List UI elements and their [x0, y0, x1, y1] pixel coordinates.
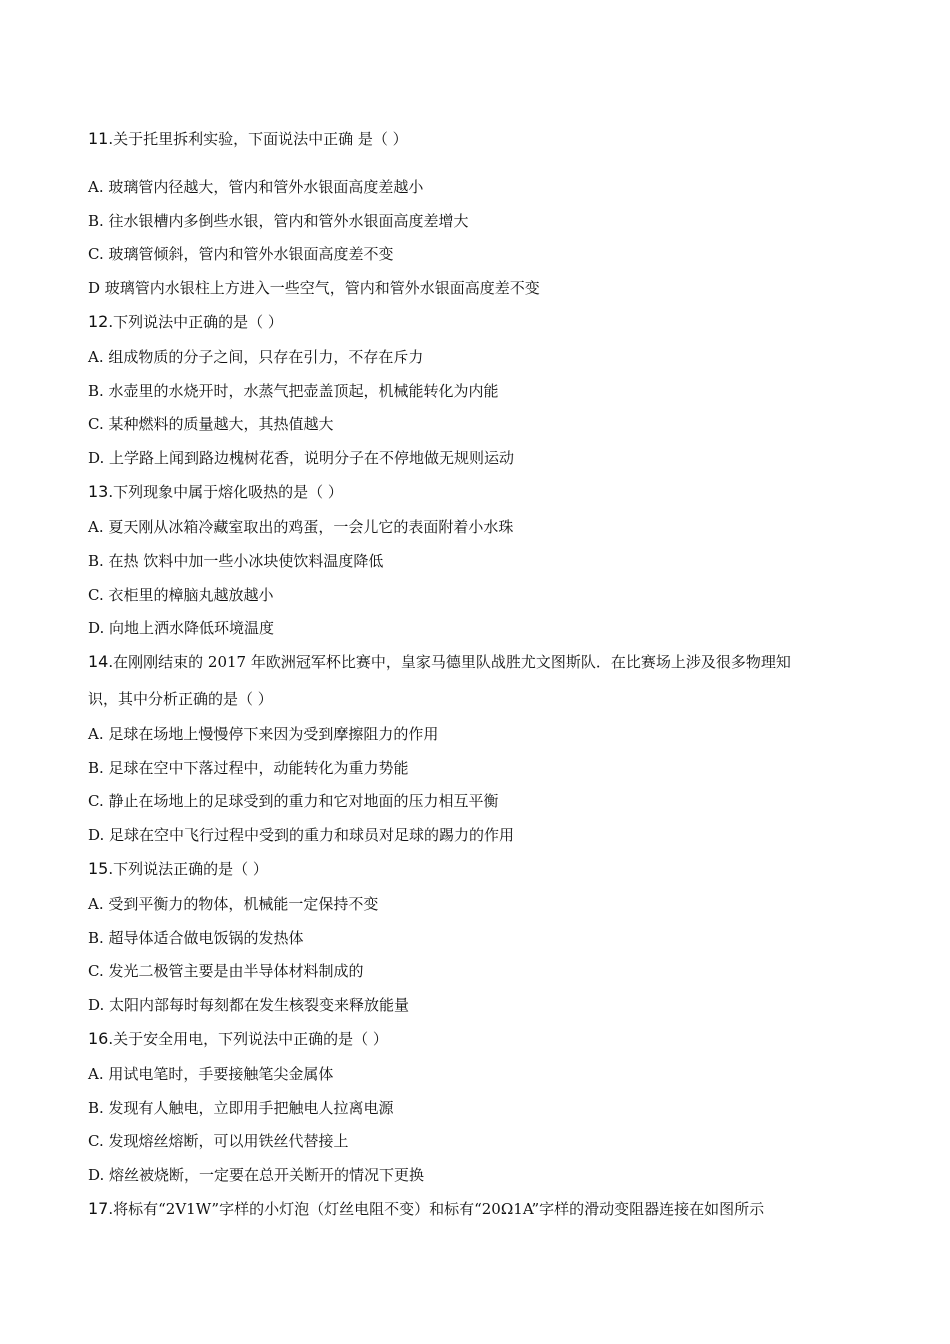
question-text: .下列说法正确的是（ ） [108, 860, 268, 878]
question-13-option-c: C. 衣柜里的樟脑丸越放越小 [88, 586, 274, 604]
question-text: .下列现象中属于熔化吸热的是（ ） [108, 483, 343, 501]
question-16-stem [88, 1029, 388, 1049]
question-11-option-c: C. 玻璃管倾斜，管内和管外水银面高度差不变 [88, 245, 394, 263]
question-17-stem [88, 1199, 764, 1219]
question-11-stem [88, 129, 408, 149]
question-number: 14 [88, 652, 109, 671]
question-11-option-d: D 玻璃管内水银柱上方进入一些空气，管内和管外水银面高度差不变 [88, 279, 540, 297]
question-12-option-c: C. 某种燃料的质量越大，其热值越大 [88, 415, 334, 433]
question-16-option-d: D. 熔丝被烧断，一定要在总开关断开的情况下更换 [88, 1166, 425, 1184]
question-12-option-b: B. 水壶里的水烧开时，水蒸气把壶盖顶起，机械能转化为内能 [88, 382, 499, 400]
question-14-stem-continued: 识，其中分析正确的是（ ） [88, 690, 273, 708]
question-13-option-a: A. 夏天刚从冰箱冷藏室取出的鸡蛋，一会儿它的表面附着小水珠 [88, 518, 514, 536]
question-text: .关于安全用电，下列说法中正确的是（ ） [108, 1030, 388, 1048]
question-14-option-c: C. 静止在场地上的足球受到的重力和它对地面的压力相互平衡 [88, 792, 499, 810]
question-13-option-b: B. 在热 饮料中加一些小冰块使饮料温度降低 [88, 552, 384, 570]
question-12-stem [88, 312, 283, 332]
question-text: .将标有“2V1W”字样的小灯泡（灯丝电阻不变）和标有“20Ω1A”字样的滑动变阻器连接在如图所示 [108, 1200, 765, 1218]
question-number: 16 [88, 1029, 109, 1048]
question-13-option-d: D. 向地上洒水降低环境温度 [88, 619, 275, 637]
question-16-option-b: B. 发现有人触电，立即用手把触电人拉离电源 [88, 1099, 394, 1117]
question-14-option-b: B. 足球在空中下落过程中，动能转化为重力势能 [88, 759, 409, 777]
question-number: 11 [88, 129, 109, 148]
question-number: 13 [88, 482, 109, 501]
question-text: .在刚刚结束的 2017 年欧洲冠军杯比赛中，皇家马德里队战胜尤文图斯队．在比赛场上涉及很多物理知 [108, 653, 791, 671]
question-16-option-a: A. 用试电笔时，手要接触笔尖金属体 [88, 1065, 334, 1083]
question-16-option-c: C. 发现熔丝熔断，可以用铁丝代替接上 [88, 1132, 349, 1150]
question-12-option-d: D. 上学路上闻到路边槐树花香，说明分子在不停地做无规则运动 [88, 449, 515, 467]
question-14-stem [88, 652, 791, 672]
question-15-option-b: B. 超导体适合做电饭锅的发热体 [88, 929, 304, 947]
question-12-option-a: A. 组成物质的分子之间，只存在引力，不存在斥力 [88, 348, 424, 366]
question-15-stem [88, 859, 268, 879]
question-11-option-a: A. 玻璃管内径越大，管内和管外水银面高度差越小 [88, 178, 424, 196]
question-13-stem [88, 482, 343, 502]
question-11-option-b: B. 往水银槽内多倒些水银，管内和管外水银面高度差增大 [88, 212, 469, 230]
question-number: 12 [88, 312, 109, 331]
question-15-option-c: C. 发光二极管主要是由半导体材料制成的 [88, 962, 364, 980]
question-14-option-d: D. 足球在空中飞行过程中受到的重力和球员对足球的踢力的作用 [88, 826, 515, 844]
question-14-option-a: A. 足球在场地上慢慢停下来因为受到摩擦阻力的作用 [88, 725, 439, 743]
question-number: 17 [88, 1199, 109, 1218]
question-15-option-a: A. 受到平衡力的物体，机械能一定保持不变 [88, 895, 379, 913]
question-15-option-d: D. 太阳内部每时每刻都在发生核裂变来释放能量 [88, 996, 410, 1014]
question-number: 15 [88, 859, 109, 878]
question-text: .关于托里拆利实验，下面说法中正确 是（ ） [108, 130, 408, 148]
question-text: .下列说法中正确的是（ ） [108, 313, 283, 331]
